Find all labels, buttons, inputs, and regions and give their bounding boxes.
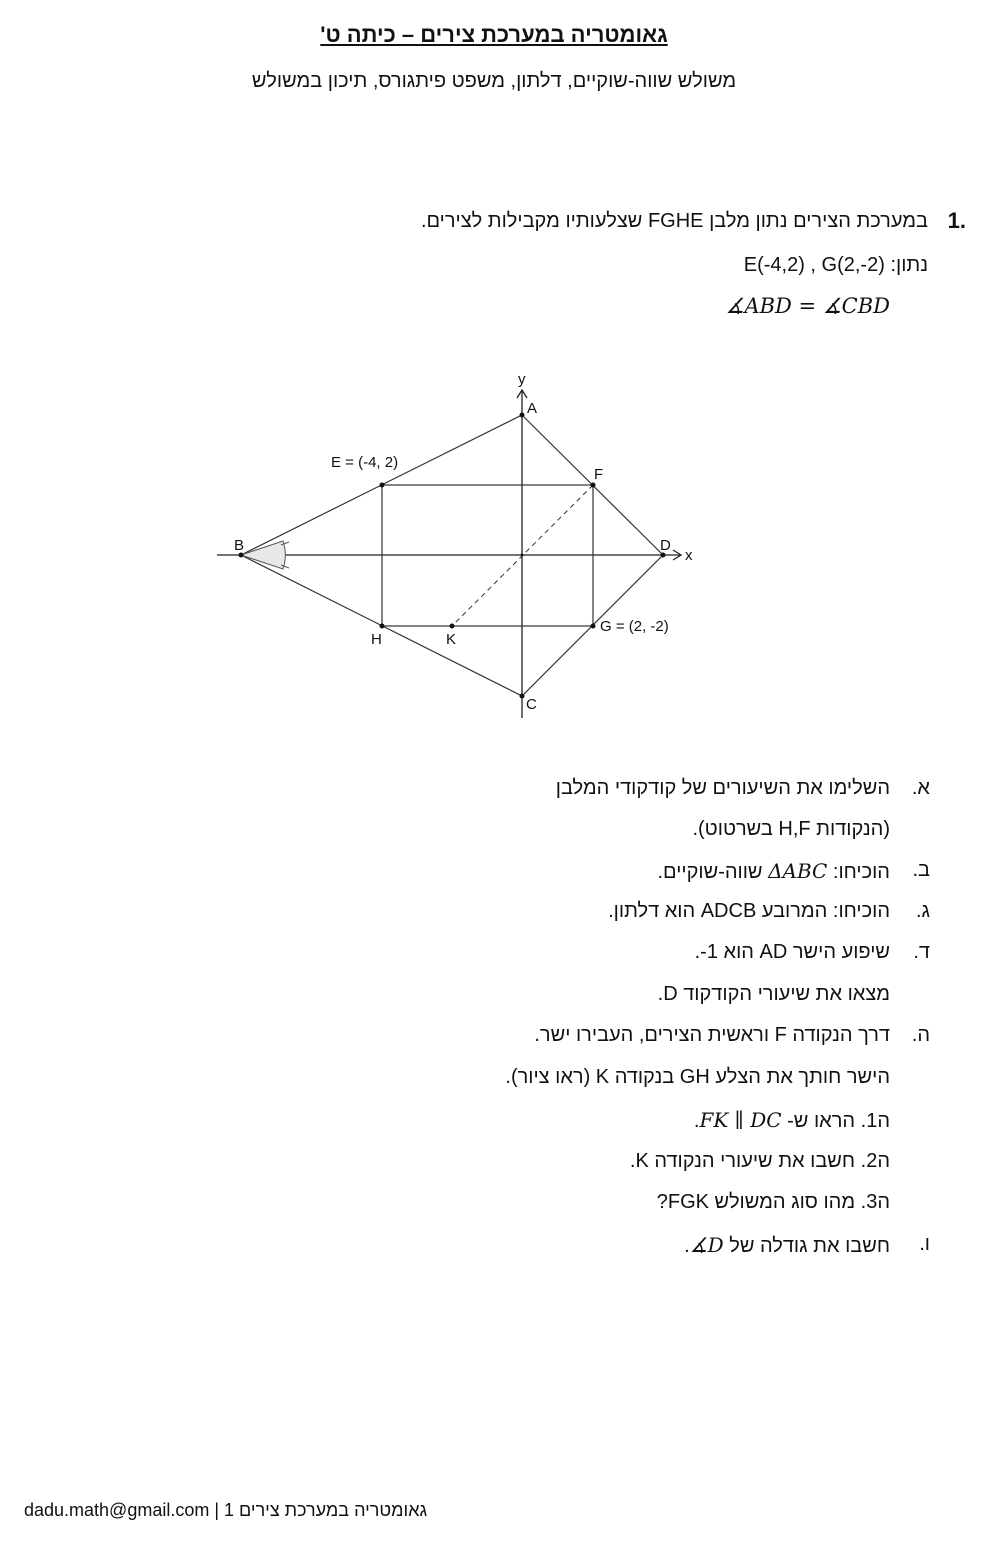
point-K xyxy=(450,624,455,629)
label-A: A xyxy=(527,400,538,417)
part-f-prefix: חשבו את גודלה של xyxy=(729,1235,890,1257)
point-A xyxy=(520,413,525,418)
part-e1 xyxy=(694,1108,890,1133)
page-title: גאומטריה במערכת צירים – כיתה ט' xyxy=(320,22,668,47)
part-e3: ה3. מהו סוג המשולש FGK? xyxy=(656,1191,890,1213)
part-b-text xyxy=(657,859,890,884)
label-C: C xyxy=(526,696,537,713)
point-C xyxy=(520,694,525,699)
part-b-prefix: הוכיחו: xyxy=(832,861,890,883)
coordinate-diagram xyxy=(0,360,988,740)
part-b-letter: ב. xyxy=(912,859,930,881)
part-b-math: ΔABC xyxy=(768,859,828,883)
label-E: E = (-4, 2) xyxy=(331,454,399,471)
part-a-line1: השלימו את השיעורים של קודקודי המלבן xyxy=(555,777,890,799)
point-G xyxy=(591,624,596,629)
given-points: E(-4,2) , G(2,-2) xyxy=(743,254,885,276)
part-a-line2: (הנקודות H,F בשרטוט). xyxy=(692,818,890,840)
origin-point xyxy=(521,554,524,557)
label-F: F xyxy=(594,466,604,483)
label-B: B xyxy=(234,537,245,554)
page-subtitle: משולש שווה-שוקיים, דלתון, משפט פיתגורס, תיכון במשולש xyxy=(251,70,737,92)
given-angles: ∡ABD = ∡CBD xyxy=(725,294,890,318)
part-e2: ה2. חשבו את שיעורי הנקודה K. xyxy=(629,1150,890,1172)
part-d-letter: ד. xyxy=(913,941,930,963)
part-e1-math: FK ∥ DC xyxy=(699,1108,782,1132)
label-K: K xyxy=(446,631,457,648)
part-f-suffix: . xyxy=(684,1235,690,1257)
y-axis-label: y xyxy=(518,371,526,388)
part-c-text: הוכיחו: המרובע ADCB הוא דלתון. xyxy=(608,900,890,922)
given-label: נתון: xyxy=(890,254,928,276)
page-footer: dadu.math@gmail.com | גאומטריה במערכת צירים 1 xyxy=(24,1500,428,1520)
part-e1-prefix: ה1. הראו ש- xyxy=(787,1110,890,1132)
given-line xyxy=(744,254,928,277)
x-axis-label: x xyxy=(685,547,693,564)
part-a-letter: א. xyxy=(911,777,930,799)
part-d-line1: שיפוע הישר AD הוא 1-. xyxy=(694,941,890,963)
point-E xyxy=(380,483,385,488)
part-f-letter: ו. xyxy=(919,1233,930,1255)
question-number: 1. xyxy=(947,208,966,233)
part-e-line1: דרך הנקודה F וראשית הצירים, העבירו ישר. xyxy=(534,1024,890,1046)
part-d-line2: מצאו את שיעורי הקודקוד D. xyxy=(657,983,890,1005)
part-f-math: ∡D xyxy=(689,1233,724,1257)
point-F xyxy=(591,483,596,488)
part-e1-suffix: . xyxy=(693,1110,700,1132)
part-b-suffix: שווה-שוקיים. xyxy=(657,861,763,883)
label-G: G = (2, -2) xyxy=(600,618,669,635)
label-H: H xyxy=(371,631,382,648)
label-D: D xyxy=(660,537,671,554)
part-e-letter: ה. xyxy=(911,1024,930,1046)
question-intro: במערכת הצירים נתון מלבן FGHE שצלעותיו מקבילות לצירים. xyxy=(420,210,928,232)
part-e-line2: הישר חותך את הצלע GH בנקודה K (ראו ציור). xyxy=(505,1066,890,1088)
angle-B-mark xyxy=(241,541,285,569)
part-c-letter: ג. xyxy=(915,900,930,922)
part-f-text xyxy=(684,1233,890,1258)
point-H xyxy=(380,624,385,629)
